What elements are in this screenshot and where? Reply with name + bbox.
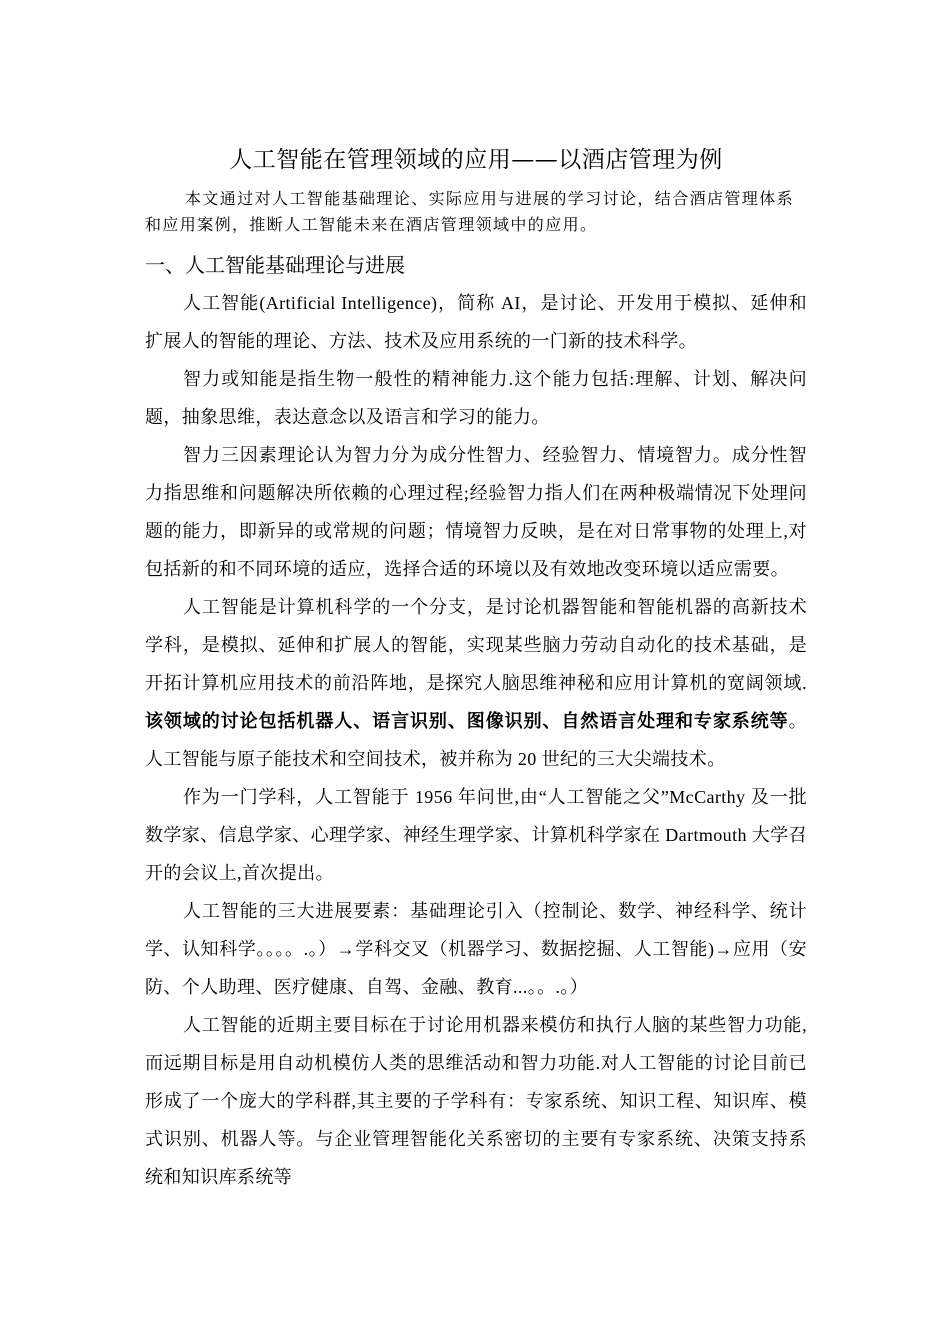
- paragraph-ai-branch-text: 人工智能是计算机科学的一个分支，是讨论机器智能和智能机器的高新技术学科，是模拟、延伸和扩展人的智能，实现某些脑力劳动自动化的技术基础，是开拓计算机应用技术的前沿阵地，是探究人脑思维神秘和应用计算机的宽阔领域.: [145, 597, 807, 693]
- document-title: 人工智能在管理领域的应用——以酒店管理为例: [229, 147, 723, 173]
- paragraph-ai-definition: 人工智能(Artificial Intelligence)，简称 AI，是讨论、开发用于模拟、延伸和扩展人的智能的理论、方法、技术及应用系统的一门新的技术科学。: [145, 293, 807, 351]
- document-page: [145, 140, 807, 1196]
- paragraph-ai-branch: [145, 588, 807, 778]
- paragraph-intelligence: 智力或知能是指生物一般性的精神能力.这个能力包括:理解、计划、解决问题，抽象思维，表达意念以及语言和学习的能力。: [145, 369, 807, 427]
- paragraph-history: 作为一门学科，人工智能于 1956 年问世,由“人工智能之父”McCarthy 及一批数学家、信息学家、心理学家、神经生理学家、计算机科学家在 Dartmouth 大学召开的会议上,首次提出。: [145, 787, 807, 883]
- abstract: 本文通过对人工智能基础理论、实际应用与进展的学习讨论，结合酒店管理体系和应用案例，推断人工智能未来在酒店管理领域中的应用。: [145, 189, 795, 234]
- section-heading: 一、人工智能基础理论与进展: [145, 253, 405, 277]
- paragraph-goals: 人工智能的近期主要目标在于讨论用机器来模仿和执行人脑的某些智力功能,而远期目标是用自动机模仿人类的思维活动和智力功能.对人工智能的讨论目前已形成了一个庞大的学科群,其主要的子学科有：专家系统、知识工程、知识库、模式识别、机器人等。与企业管理智能化关系密切的主要有专家系统、决策支持系统和知识库系统等: [145, 1015, 807, 1187]
- paragraph-progress-factors: 人工智能的三大进展要素：基础理论引入（控制论、数学、神经科学、统计学、认知科学。。。。.。）→学科交叉（机器学习、数据挖掘、人工智能)→应用（安防、个人助理、医疗健康、自驾、金融、教育...。。.。）: [145, 901, 807, 997]
- paragraph-ai-branch-tail: 。人工智能与原子能技术和空间技术，被并称为 20 世纪的三大尖端技术。: [145, 711, 807, 769]
- paragraph-triarchic-theory: 智力三因素理论认为智力分为成分性智力、经验智力、情境智力。成分性智力指思维和问题解决所依赖的心理过程;经验智力指人们在两种极端情况下处理问题的能力，即新异的或常规的问题；情境智力反映，是在对日常事物的处理上,对包括新的和不同环境的适应，选择合适的环境以及有效地改变环境以适应需要。: [145, 445, 807, 579]
- paragraph-ai-branch-bold: 该领域的讨论包括机器人、语言识别、图像识别、自然语言处理和专家系统等: [145, 711, 789, 731]
